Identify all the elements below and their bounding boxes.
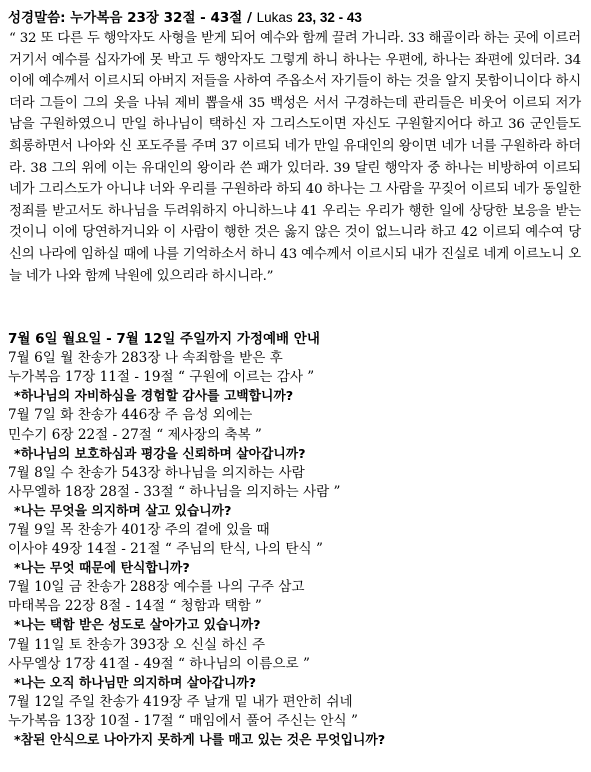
hymn-line: 7월 7일 화 찬송가 446장 주 음성 외에는	[8, 407, 253, 424]
passage-line: 누가복음 13장 10절 - 17절 “ 매임에서 풀어 주신는 안식 ”	[8, 712, 358, 729]
hymn-line: 7월 11일 토 찬송가 393장 오 신실 하신 주	[8, 636, 266, 653]
passage-line: 이사야 49장 14절 - 21절 “ 주님의 탄식, 나의 탄식 ”	[8, 541, 323, 558]
schedule-day-3	[8, 464, 581, 521]
passage-line: 누가복음 17장 11절 - 19절 “ 구원에 이르는 감사 ”	[8, 369, 315, 386]
passage-line: 민수기 6장 22절 - 27절 “ 제사장의 축복 ”	[8, 426, 262, 443]
passage-line: 사무엘상 17장 41절 - 49절 “ 하나님의 이름으로 ”	[8, 655, 310, 672]
question-line: *하나님의 자비하심을 경험할 감사를 고백합니까?	[14, 389, 294, 405]
passage-line: 마태복음 22장 8절 - 14절 “ 청함과 택함 ”	[8, 598, 262, 615]
hymn-line: 7월 12일 주일 찬송가 419장 주 날개 밑 내가 편안히 쉬네	[8, 693, 353, 710]
section-gap	[8, 287, 581, 329]
question-line: *나는 무엇을 의지하며 살고 있습니까?	[14, 503, 232, 519]
hymn-line: 7월 10일 금 찬송가 288장 예수를 나의 구주 삼고	[8, 579, 305, 596]
hymn-line: 7월 8일 수 찬송가 543장 하나님을 의지하는 사람	[8, 464, 305, 481]
schedule-day-2	[8, 406, 581, 463]
reading-lukas-word: Lukas	[256, 10, 293, 25]
schedule-day-7	[8, 693, 581, 750]
question-line: *하나님의 보호하심과 평강을 신뢰하며 살아갑니까?	[14, 446, 306, 462]
passage-line: 사무엘하 18장 28절 - 33절 “ 하나님을 의지하는 사람 ”	[8, 483, 341, 500]
hymn-line: 7월 6일 월 찬송가 283장 나 속죄함을 받은 후	[8, 350, 283, 367]
schedule-day-1	[8, 349, 581, 406]
reading-label: 성경말씀: 누가복음 23장 32절 - 43절 /	[8, 10, 252, 26]
schedule-day-6	[8, 636, 581, 693]
question-line: *나는 무엇 때문에 탄식합니까?	[14, 561, 190, 577]
reading-heading	[8, 8, 581, 28]
question-line: *나는 오직 하나님만 의지하며 살아갑니까?	[14, 675, 257, 691]
schedule-day-5	[8, 578, 581, 635]
hymn-line: 7월 9일 목 찬송가 401장 주의 곁에 있을 때	[8, 521, 270, 538]
question-line: *나는 택함 받은 성도로 살아가고 있습니까?	[14, 618, 261, 634]
schedule-title: 7월 6일 월요일 - 7월 12일 주일까지 가정예배 안내	[8, 331, 320, 348]
scripture-text: “ 32 또 다른 두 행악자도 사형을 받게 되어 예수와 함께 끌려 가니라. 33 해골이라 하는 곳에 이르러 거기서 예수를 십자가에 못 박고 두 행악자도 그렇게 하니 하나는 우편에, 하나는 좌편에 있더라. 34 이에 예수께서 이르시되 아버지 저들을 사하여 주옵소서 자기들이 하는 것을 알지 못함이니이다 하시더라 그들이 그의 옷을 나눠 제비 뽑을새 35 백성은 서서 구경하는데 관리들은 비웃어 이르되 저가 남을 구원하였으니 만일 하나님이 택하신 자 그리스도이면 자신도 구원할지어다 하고 36 군인들도 희롱하면서 나아와 신 포도주를 주며 37 이르되 네가 만일 유대인의 왕이면 네가 너를 구원하라 하더라. 38 그의 위에 이는 유대인의 왕이라 쓴 패가 있더라. 39 달린 행악자 중 하나는 비방하여 이르되 네가 그리스도가 아니냐 너와 우리를 구원하라 하되 40 하나는 그 사람을 꾸짖어 이르되 네가 동일한 정죄를 받고서도 하나님을 두려워하지 아니하느냐 41 우리는 우리가 행한 일에 상당한 보응을 받는 것이니 이에 당연하거니와 이 사람이 행한 것은 옳지 않은 것이 없느니라 하고 42 이르되 예수여 당신의 나라에 임하실 때에 나를 기억하소서 하니 43 예수께서 이르시되 내가 진실로 네게 이르노니 오늘 네가 나와 함께 낙원에 있으리라 하시니라.”	[9, 31, 581, 284]
question-line: *참된 안식으로 나아가지 못하게 나를 매고 있는 것은 무엇입니까?	[14, 733, 386, 748]
schedule-day-4	[8, 521, 581, 578]
reading-lukas-ref: 23, 32 - 43	[297, 10, 362, 25]
